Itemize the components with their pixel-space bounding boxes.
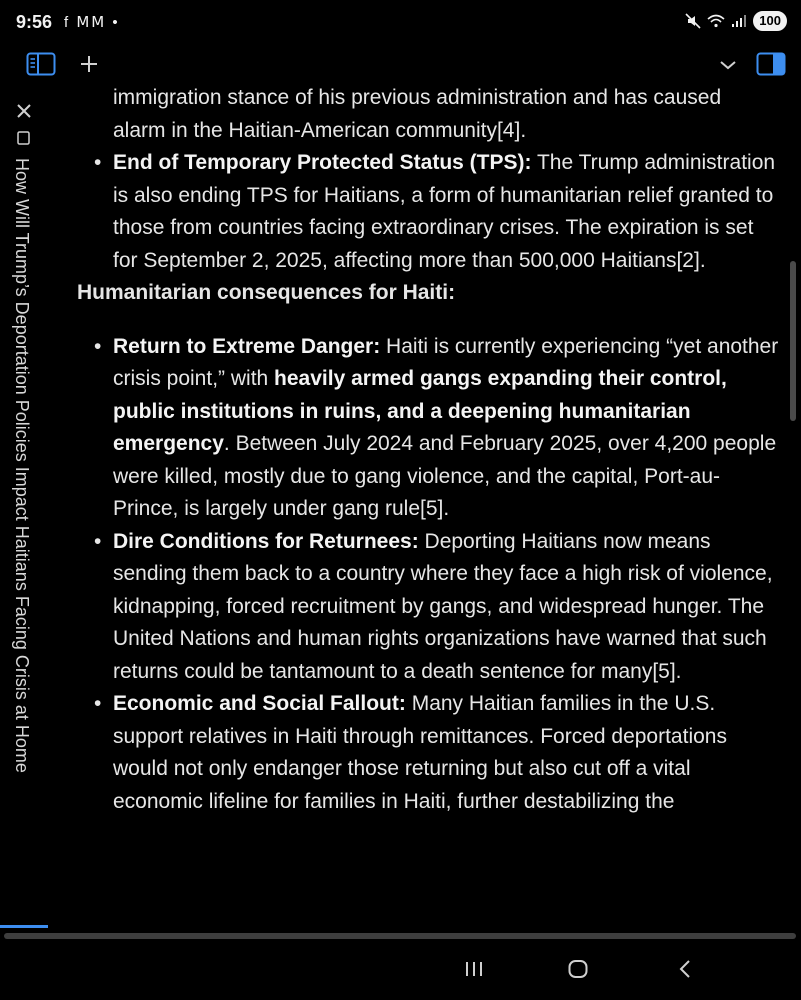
intro-line-1: immigration stance of his previous administration and has caused [113, 86, 722, 109]
status-right [685, 11, 787, 31]
vertical-scrollbar[interactable] [790, 261, 796, 421]
mute-icon [685, 13, 701, 29]
list-item [113, 526, 780, 689]
vertical-tab[interactable] [0, 92, 48, 932]
recent-apps-icon[interactable] [463, 958, 485, 980]
navigation-bar [0, 944, 801, 1000]
sidebar-left-icon[interactable] [26, 52, 56, 76]
document-icon [15, 130, 31, 146]
signal-icon [731, 14, 747, 28]
close-icon[interactable] [13, 100, 35, 122]
browser-toolbar [0, 46, 801, 84]
bullet-text-end: . Between July 2024 and February 2025, over 4,200 people were killed, mostly due to gang violence, and the capital, Port-au-Prince, is largely under gang rule[5]. [113, 432, 777, 520]
bullet-title: Return to Extreme Danger: [113, 334, 381, 358]
list-item [113, 688, 780, 818]
notification-icons: f ⅯⅯ • [64, 14, 120, 31]
article-content [60, 82, 780, 930]
tab-title[interactable]: How Will Trump’s Deportation Policies Impact Haitians Facing Crisis at Home [12, 158, 32, 773]
bullet-text: Deporting Haitians now means sending them back to a country where they face a high risk of violence, kidnapping, forced recruitment by gangs, and widespread hunger. The United Nations and human rights organizations have warned that such returns could be tantamount to a death sentence for many[5]. [113, 529, 773, 683]
status-bar [0, 0, 801, 46]
consequences-list [60, 331, 780, 819]
bullet-text: The Trump administration is also ending TPS for Haitians, a form of humanitarian relief granted to those from countries facing extraordinary crises. The expiration is set for September 2, 2025, affecting more than 500,000 Haitians[2]. [113, 151, 776, 272]
bullet-text: Haiti is currently experiencing “yet another crisis point,” with [113, 334, 779, 390]
tps-list [60, 147, 780, 277]
sidebar-right-icon[interactable] [756, 52, 786, 76]
chevron-down-icon[interactable] [719, 59, 737, 71]
plus-icon[interactable] [79, 54, 99, 74]
back-icon[interactable] [676, 958, 696, 980]
intro-line-2: alarm in the Haitian-American community[4]. [113, 118, 527, 142]
list-item [113, 147, 780, 277]
bullet-text: Many Haitian families in the U.S. support relatives in Haiti through remittances. Forced deportations would not only endanger those returning but also cut off a vital economic lifeline for families in Haiti, further destabilizing the [113, 692, 727, 813]
active-tab-indicator [0, 925, 48, 928]
bullet-title: End of Temporary Protected Status (TPS): [113, 151, 532, 174]
horizontal-scrollbar[interactable] [4, 933, 796, 939]
status-time: 9:56 [16, 12, 53, 32]
bullet-title: Dire Conditions for Returnees: [113, 529, 419, 553]
wifi-icon [707, 14, 725, 28]
bullet-bold-text: heavily armed gangs expanding their control, public institutions in ruins, and a deepening humanitarian emergency [113, 367, 727, 455]
bullet-title: Economic and Social Fallout: [113, 692, 406, 715]
section-heading: Humanitarian consequences for Haiti: [77, 281, 456, 304]
list-item [113, 331, 780, 526]
battery-indicator: 100 [753, 11, 787, 31]
home-icon[interactable] [567, 958, 589, 980]
